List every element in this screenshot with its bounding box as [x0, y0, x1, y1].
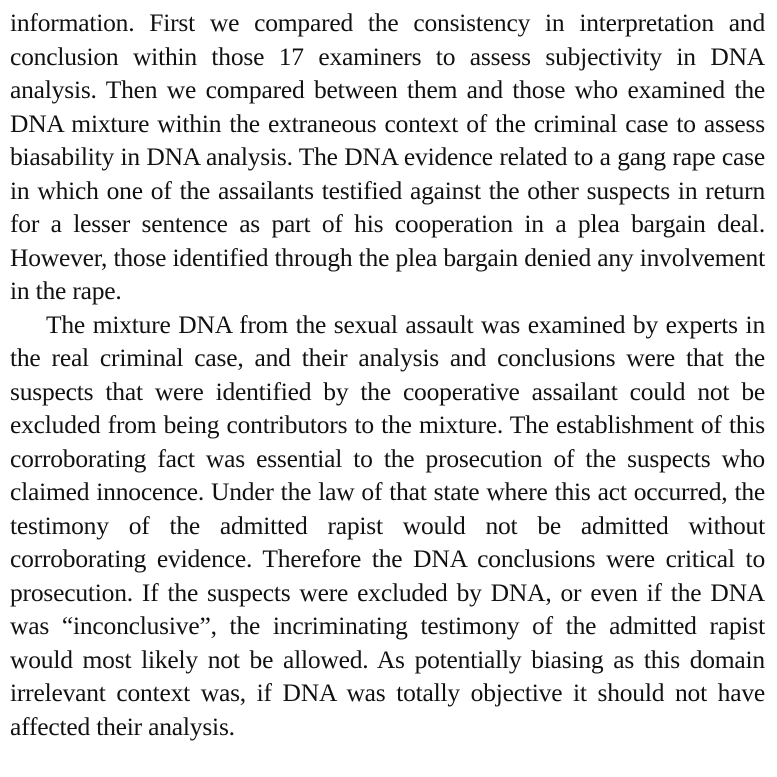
document-body — [10, 6, 765, 743]
paragraph-continuation: information. First we compared the consistency in interpretation and conclusion within those 17 examiners to assess subjectivity in DNA analysis. Then we compared between them and those who examined the DNA mixture within the extraneous context of the criminal case to assess biasability in DNA analysis. The DNA evidence related to a gang rape case in which one of the assailants testified against the other suspects in return for a lesser sentence as part of his cooperation in a plea bargain deal. However, those identified through the plea bargain denied any involvement in the rape. — [10, 8, 765, 305]
paragraph-mixture-dna: The mixture DNA from the sexual assault was examined by experts in the real criminal case, and their analysis and conclusions were that the suspects that were identified by the cooperative assailant could not be excluded from being contributors to the mixture. The establishment of this corroborating fact was essential to the prosecution of the suspects who claimed innocence. Under the law of that state where this act occurred, the testimony of the admitted rapist would not be admitted without corroborating evidence. Therefore the DNA conclusions were critical to prosecution. If the suspects were excluded by DNA, or even if the DNA was “inconclusive”, the incriminating testimony of the admitted rapist would most likely not be allowed. As potentially biasing as this domain irrelevant context was, if DNA was totally objective it should not have affected their analysis. — [10, 309, 765, 741]
